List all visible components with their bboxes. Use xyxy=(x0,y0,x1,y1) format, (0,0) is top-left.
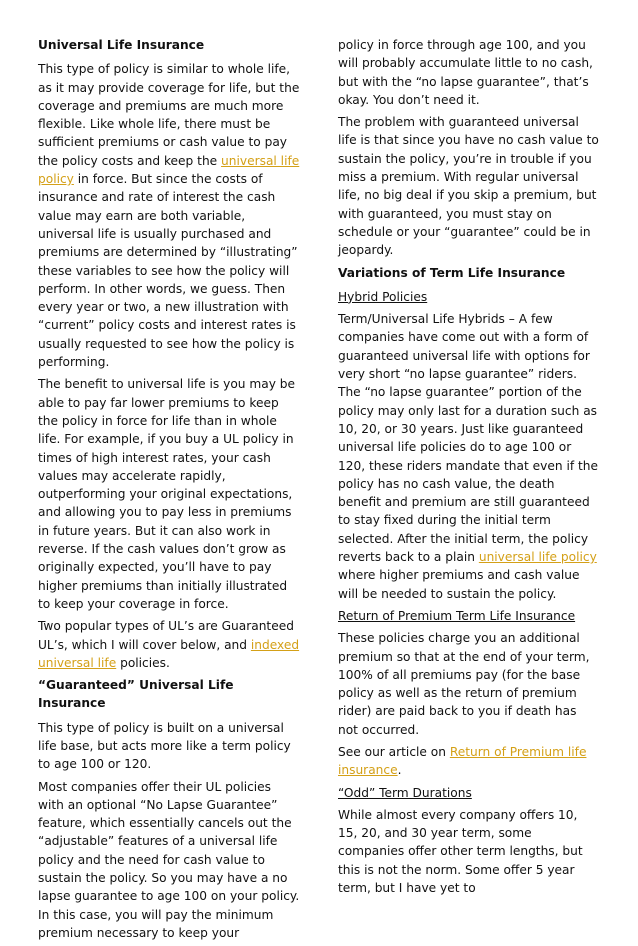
paragraph-no-lapse: Most companies offer their UL policies with an optional “No Lapse Guarantee” feature, which essentially cancels out the “adjustable” features of a universal life policy and the need for cash value to sustain the policy. So you may have a no lapse guarantee to age 100 on your policy. In this case, you will pay the minimum premium necessary to keep your xyxy=(38,779,300,940)
link-universal-life-policy[interactable]: universal life policy xyxy=(38,153,300,187)
text: See our article on xyxy=(338,744,450,759)
link-universal-life-policy-2[interactable]: universal life policy xyxy=(478,550,597,565)
text: policies. xyxy=(116,655,170,670)
paragraph-ul-intro xyxy=(38,60,300,371)
left-column xyxy=(38,36,300,946)
right-column xyxy=(338,36,600,901)
heading-universal-life: Universal Life Insurance xyxy=(38,38,205,52)
paragraph-return-of-premium: These policies charge you an additional premium so that at the end of your term, 100% of all premiums pay (for the base policy as well as the return of premium rider) are paid back to you if death has not occurred. xyxy=(338,631,590,737)
paragraph-see-article xyxy=(338,743,600,780)
paragraph-ul-benefit: The benefit to universal life is you may be able to pay far lower premiums to keep the policy in force for life than in whole life. For example, if you buy a UL policy in times of high interest rates, your cash values may accelerate rapidly, outperforming your original expectations, and allowing you to pay less in premiums in future years. But it can also work in reverse. If the cash values don’t grow as originally expected, you’ll have to pay higher premiums than initially illustrated to keep your coverage in force. xyxy=(38,377,296,611)
link-indexed-universal-life[interactable]: indexed universal life xyxy=(38,637,300,670)
text: in force. But since the costs of insurance and rate of interest the cash value may earn are both variable, universal life is usually purchased and premiums are determined by “illustrating” these variables to see how the policy will perform. In other words, we guess. Then every year or two, a new illustration with “current” policy costs and interest rates is usually requested to see how the policy is performing. xyxy=(38,172,298,370)
text: . xyxy=(397,763,402,778)
subheading-return-of-premium: Return of Premium Term Life Insurance xyxy=(338,608,576,623)
link-return-of-premium[interactable]: Return of Premium life insurance xyxy=(338,744,587,778)
text: Term/Universal Life Hybrids – A few companies have come out with a form of guaranteed universal life with options for very short “no lapse guarantee” riders. The “no lapse guarantee” portion of the policy may only last for a duration such as 10, 20, or 30 years. Just like guaranteed universal life policies do to age 100 or 120, these riders mandate that even if the policy has no cash value, the death benefit and premium are still guaranteed to stay fixed during the initial term selected. After the initial term, the policy reverts back to a plain xyxy=(338,312,599,565)
paragraph-gul-problem: The problem with guaranteed universal life is that since you have no cash value to sustain the policy, you’re in trouble if you miss a premium. With regular universal life, no big deal if you skip a premium, but with guaranteed, you must stay on schedule or your “guarantee” could be in jeopardy. xyxy=(338,115,599,258)
paragraph-odd-durations: While almost every company offers 10, 15, 20, and 30 year term, some companies offer other term lengths, but this is not the norm. Some offer 5 year term, but I have yet to xyxy=(338,807,583,896)
subheading-hybrid-policies: Hybrid Policies xyxy=(338,289,428,304)
paragraph-ul-types xyxy=(38,617,300,672)
heading-variations-term: Variations of Term Life Insurance xyxy=(338,265,566,280)
paragraph-no-lapse-cont: policy in force through age 100, and you will probably accumulate little to no cash, but with the “no lapse guarantee”, that’s okay. You don’t need it. xyxy=(338,38,593,107)
text: Two popular types of UL’s are Guaranteed UL’s, which I will cover below, and xyxy=(38,619,294,652)
paragraph-hybrids xyxy=(338,310,600,603)
heading-guaranteed-ul: “Guaranteed” Universal Life Insurance xyxy=(38,678,234,711)
text: This type of policy is similar to whole life, as it may provide coverage for life, but the coverage and premiums are much more flexible. Like whole life, there must be sufficient premiums or cash value to pay the policy costs and keep the xyxy=(38,62,300,168)
subheading-odd-durations: “Odd” Term Durations xyxy=(338,785,472,800)
paragraph-gul-base: This type of policy is built on a universal life base, but acts more like a term policy to age 100 or 120. xyxy=(38,720,291,772)
text: where higher premiums and cash value will be needed to sustain the policy. xyxy=(338,568,580,601)
